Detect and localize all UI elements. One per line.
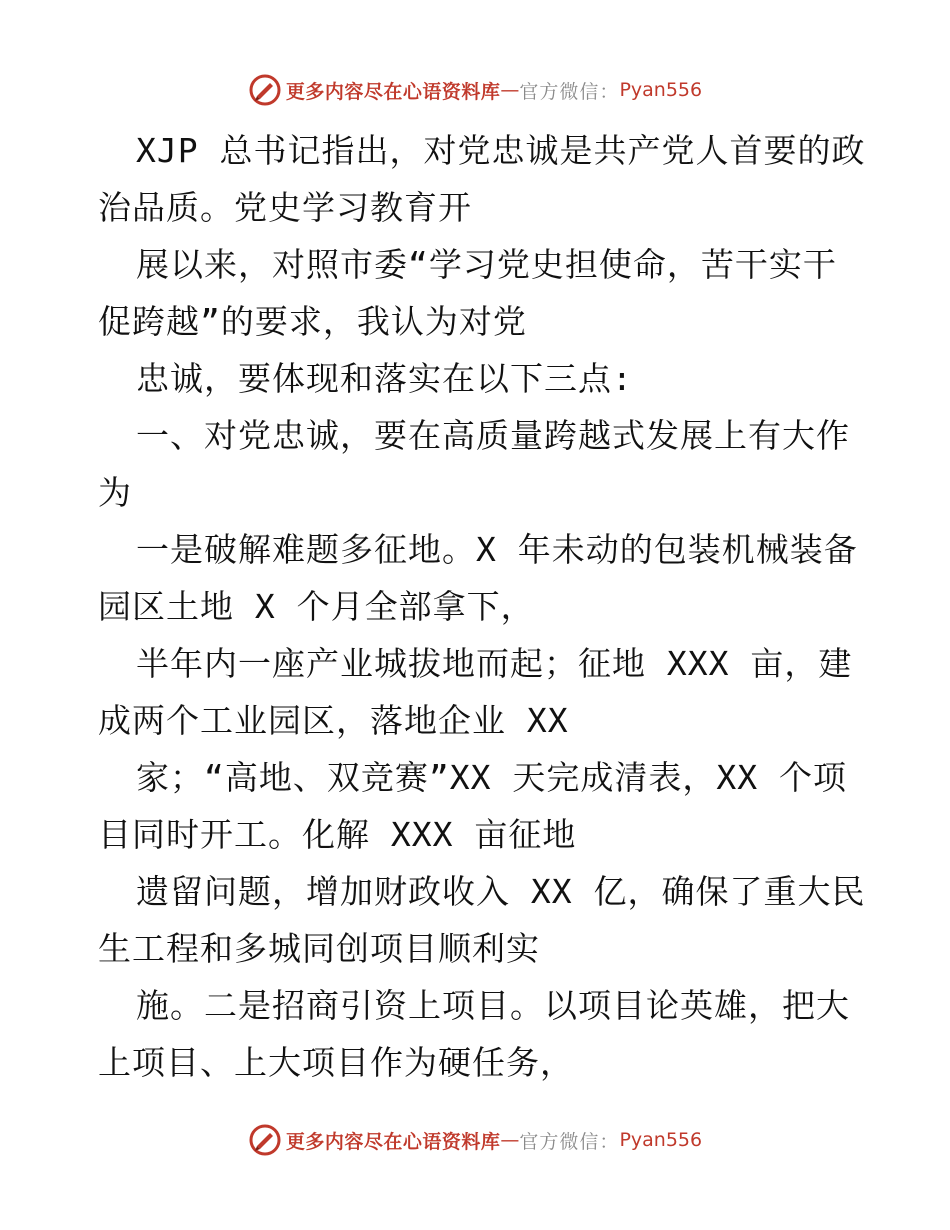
paragraph-line: 一、对党忠诚，要在高质量跨越式发展上有大作 [136,416,850,455]
paragraph-3 [98,350,858,407]
paragraph-line: 生工程和多城同创项目顺利实 [98,929,540,968]
header-watermark [0,70,950,110]
pen-logo-icon [248,1123,282,1157]
watermark-label: 官方微信： [519,80,620,103]
paragraph-2 [98,236,858,350]
paragraph-line: XJP 总书记指出，对党忠诚是共产党人首要的政 [136,131,866,170]
paragraph-5 [98,521,858,635]
watermark-dash: — [500,79,520,101]
document-body [98,122,866,1091]
watermark-dash: — [500,1129,520,1151]
paragraph-line: 半年内一座产业城拔地而起；征地 XXX 亩，建 [136,644,853,683]
watermark-brand: 更多内容尽在心语资料库 [285,1130,501,1153]
paragraph-6 [98,635,858,749]
paragraph-line: 忠诚，要体现和落实在以下三点: [136,359,633,398]
paragraph-line: 促跨越”的要求，我认为对党 [98,302,527,341]
watermark-wechat-id: Pyan556 [619,79,703,101]
paragraph-7 [98,749,858,863]
paragraph-line: 治品质。党史学习教育开 [98,188,472,227]
paragraph-line: 成两个工业园区，落地企业 XX [98,701,569,740]
paragraph-4 [98,407,858,521]
paragraph-line: 展以来，对照市委“学习党史担使命，苦干实干 [136,245,837,284]
paragraph-line: 家；“高地、双竞赛”XX 天完成清表，XX 个项 [136,758,847,797]
paragraph-line: 为 [98,473,132,512]
paragraph-line: 上项目、上大项目作为硬任务， [98,1043,574,1082]
paragraph-line: 遗留问题，增加财政收入 XX 亿，确保了重大民 [136,872,866,911]
paragraph-8 [98,863,866,977]
watermark-wechat-id: Pyan556 [619,1129,703,1151]
paragraph-line: 园区土地 X 个月全部拿下， [98,587,535,626]
paragraph-line: 目同时开工。化解 XXX 亩征地 [98,815,577,854]
watermark-label: 官方微信： [519,1130,620,1153]
paragraph-1 [98,122,866,236]
paragraph-line: 施。二是招商引资上项目。以项目论英雄，把大 [136,986,850,1025]
pen-logo-icon [248,73,282,107]
paragraph-line: 一是破解难题多征地。X 年未动的包装机械装备 [136,530,858,569]
watermark-brand: 更多内容尽在心语资料库 [285,80,501,103]
paragraph-9 [98,977,858,1091]
footer-watermark [0,1120,950,1160]
